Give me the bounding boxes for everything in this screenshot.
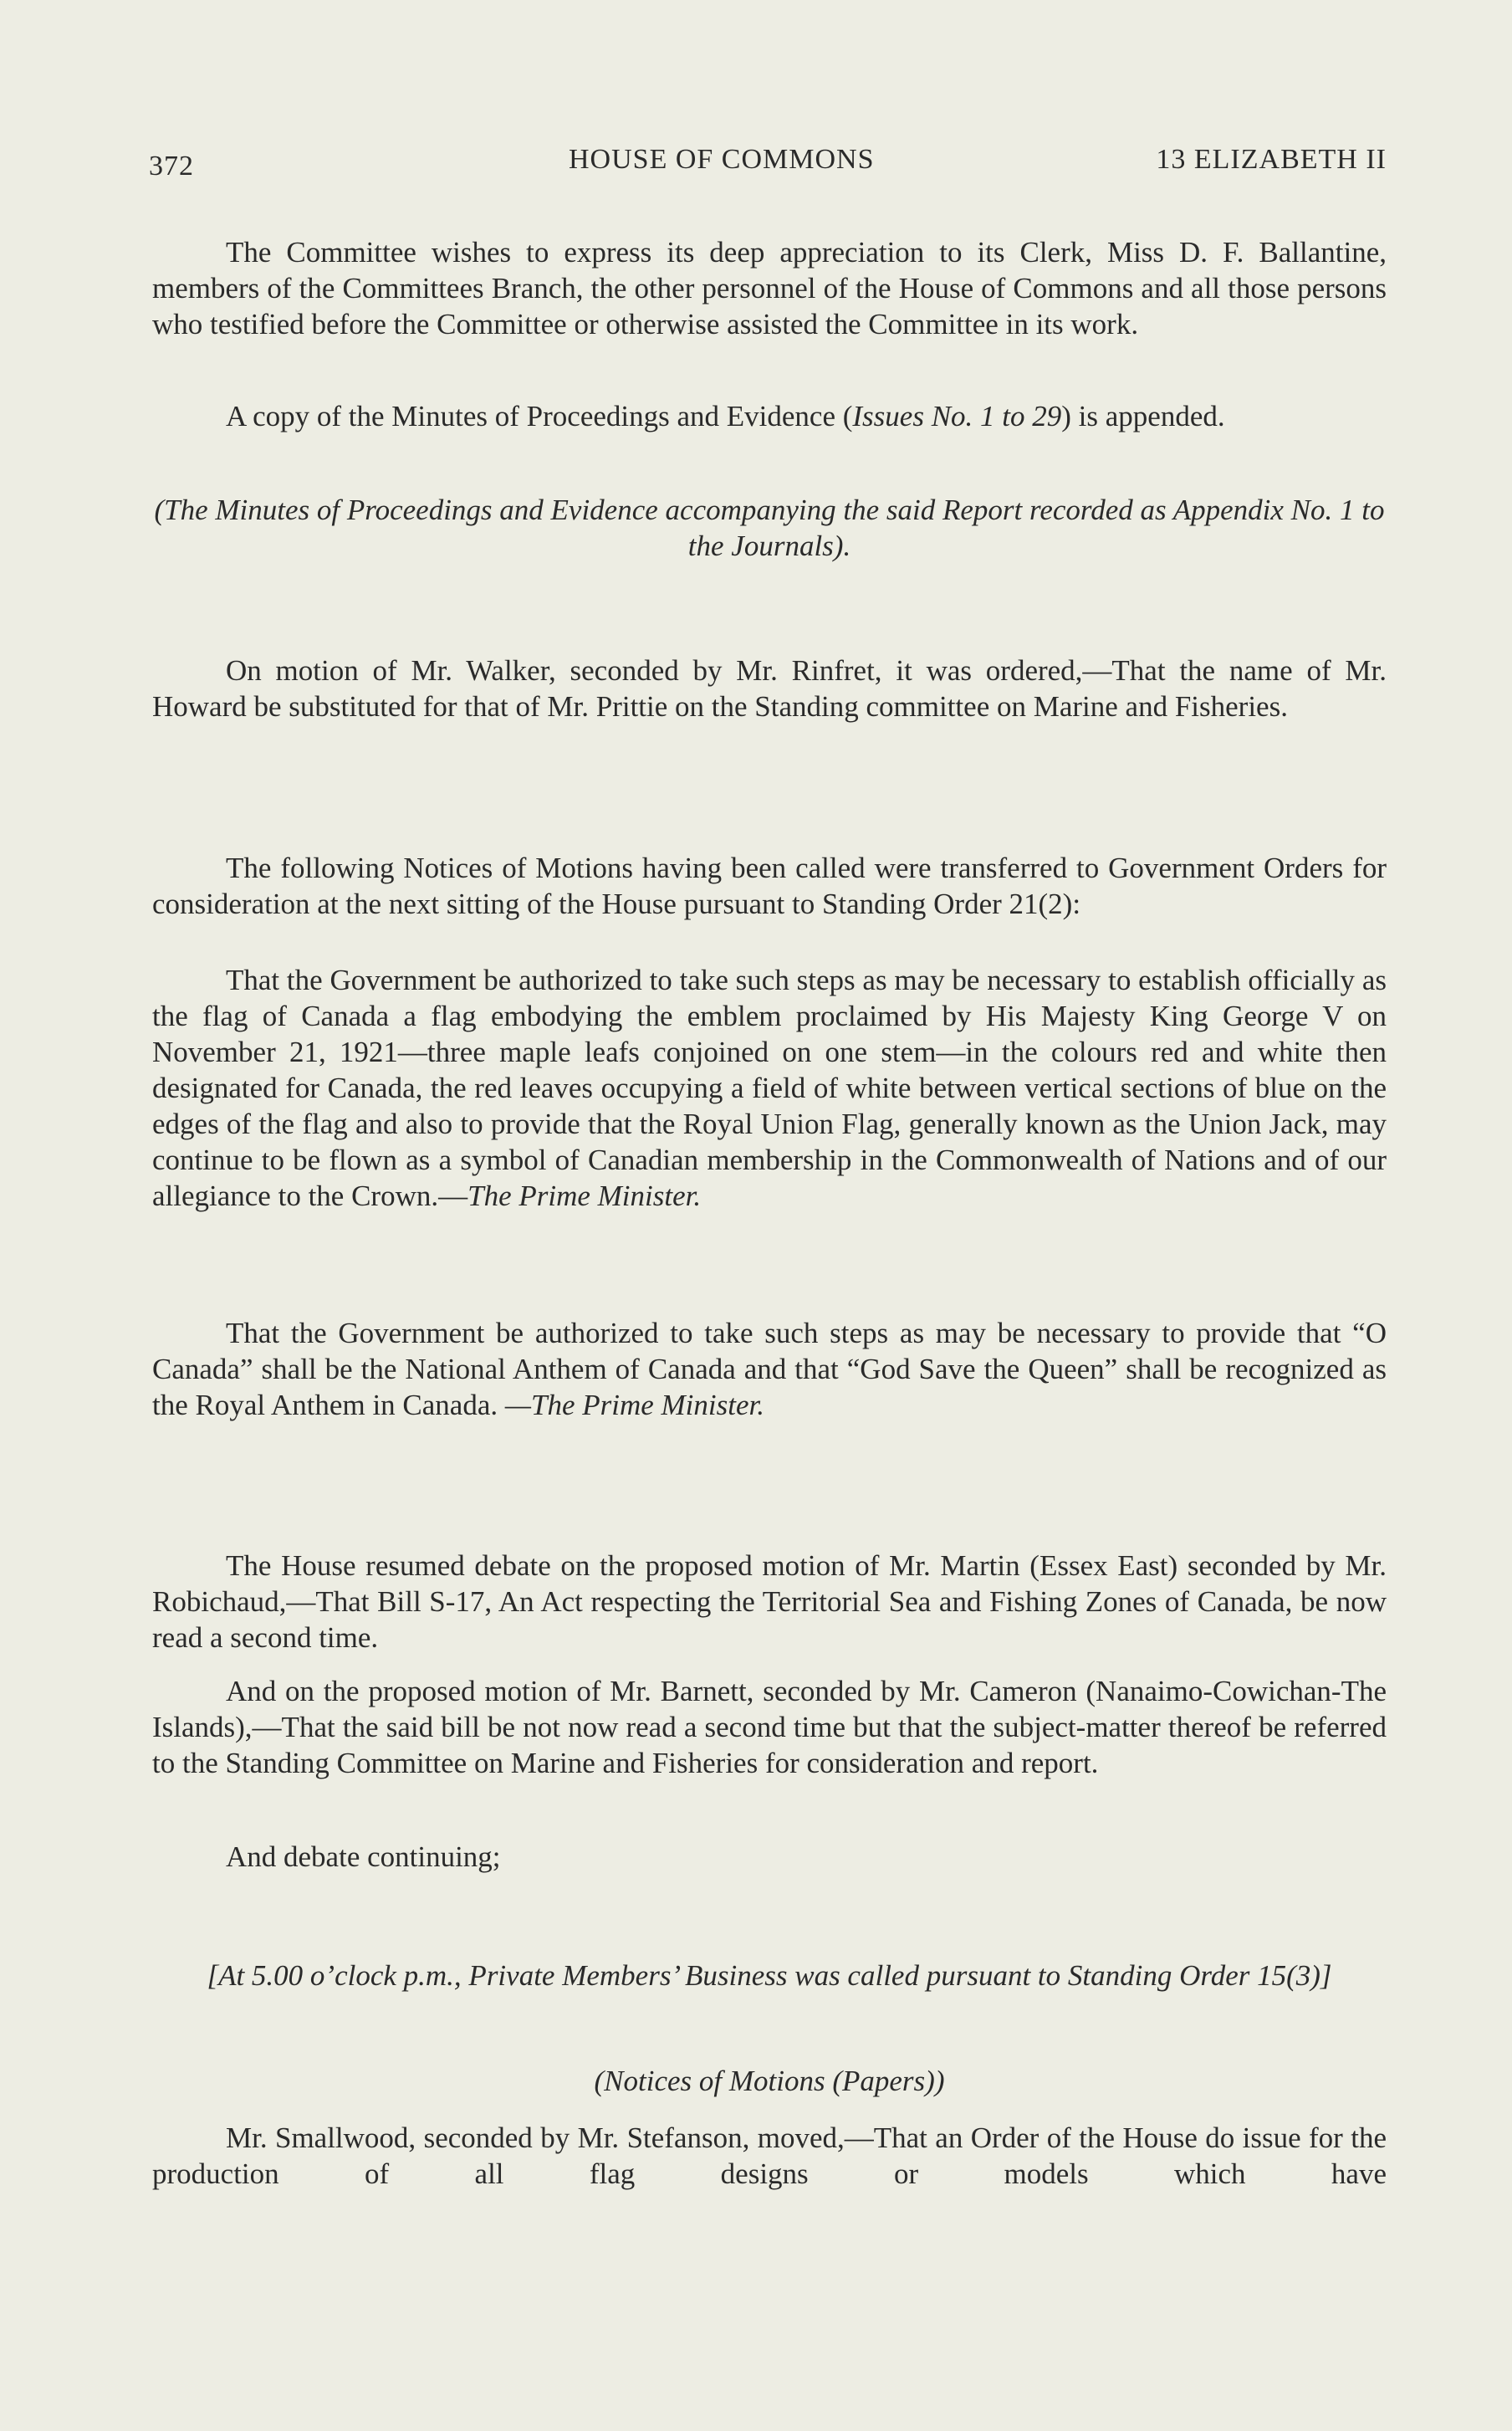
minutes-note — [152, 492, 1387, 564]
walker-motion-text: On motion of Mr. Walker, seconded by Mr. Rinfret, it was ordered,—That the name of Mr. Howard be substituted for that of Mr. Prittie on the Standing committee on Marine and Fisheries. — [152, 654, 1387, 723]
notices-papers-heading-text: (Notices of Motions (Papers)) — [594, 2065, 945, 2097]
regnal-year: 13 ELIZABETH II — [1156, 144, 1387, 175]
appreciation-paragraph — [152, 234, 1387, 342]
copy-minutes-text — [152, 398, 1387, 434]
walker-motion-paragraph — [152, 653, 1387, 724]
notices-intro-text: The following Notices of Motions having been called were transferred to Government Orders for consideration at the next sitting of the House pursuant to Standing Order 21(2): — [152, 852, 1387, 920]
debate-continuing-text: And debate continuing; — [226, 1840, 501, 1873]
copy-minutes-pre: A copy of the Minutes of Proceedings and Evidence ( — [226, 400, 853, 432]
flag-motion-text — [152, 962, 1387, 1214]
barnett-motion-text: And on the proposed motion of Mr. Barnett, seconded by Mr. Cameron (Nanaimo-Cowichan-The Islands),—That the said bill be not now read a second time but that the subject-matter thereof be referred to the Standing Committee on Marine and Fisheries for consideration and report. — [152, 1675, 1387, 1779]
page-header — [149, 144, 1387, 186]
anthem-motion-signature: —The Prime Minister. — [504, 1389, 765, 1421]
debate-resumed-text: The House resumed debate on the proposed motion of Mr. Martin (Essex East) seconded by Mr. Robichaud,—That Bill S-17, An Act respecting the Territorial Sea and Fishing Zones of Canada, be now read a second time. — [152, 1549, 1387, 1654]
copy-minutes-post: ) is appended. — [1061, 400, 1225, 432]
smallwood-motion-text: Mr. Smallwood, seconded by Mr. Stefanson, moved,—That an Order of the House do issue for the production of all flag designs or models which have — [152, 2121, 1387, 2190]
debate-continuing-paragraph — [152, 1839, 1387, 1875]
running-title: HOUSE OF COMMONS — [569, 144, 875, 175]
notices-intro-paragraph — [152, 850, 1387, 922]
copy-minutes-issues: Issues No. 1 to 29 — [852, 400, 1062, 432]
flag-motion-signature: The Prime Minister. — [467, 1180, 702, 1212]
private-members-note — [152, 1958, 1387, 1993]
debate-resumed-paragraph — [152, 1548, 1387, 1656]
copy-minutes-paragraph — [152, 398, 1387, 434]
smallwood-motion-paragraph — [152, 2120, 1387, 2192]
appreciation-text: The Committee wishes to express its deep appreciation to its Clerk, Miss D. F. Ballantine, members of the Committees Branch, the other personnel of the House of Commons and all those persons who testified before the Committee or otherwise assisted the Committee in its work. — [152, 236, 1387, 340]
anthem-motion-text — [152, 1315, 1387, 1423]
minutes-note-text: (The Minutes of Proceedings and Evidence accompanying the said Report recorded as Appendix No. 1 to the Journals). — [154, 494, 1385, 562]
notices-papers-heading — [152, 2063, 1387, 2099]
barnett-motion-paragraph — [152, 1673, 1387, 1781]
private-members-note-text: [At 5.00 o’clock p.m., Private Members’ Business was called pursuant to Standing Order 15(3)] — [207, 1959, 1332, 1992]
page-number: 372 — [149, 151, 194, 182]
anthem-motion-paragraph — [152, 1315, 1387, 1423]
flag-motion-body: That the Government be authorized to take such steps as may be necessary to establish officially as the flag of Canada a flag embodying the emblem proclaimed by His Majesty King George V on November 21, 1921—three maple leafs conjoined on one stem—in the colours red and white then designated for Canada, the red leaves occupying a field of white between vertical sections of blue on the edges of the flag and also to provide that the Royal Union Flag, generally known as the Union Jack, may continue to be flown as a symbol of Canadian membership in the Commonwealth of Nations and of our allegiance to the Crown.— — [152, 964, 1387, 1212]
flag-motion-paragraph — [152, 962, 1387, 1214]
anthem-motion-body: That the Government be authorized to take such steps as may be necessary to provide that “O Canada” shall be the National Anthem of Canada and that “God Save the Queen” shall be recognized as the Royal Anthem in Canada. — [152, 1317, 1387, 1421]
